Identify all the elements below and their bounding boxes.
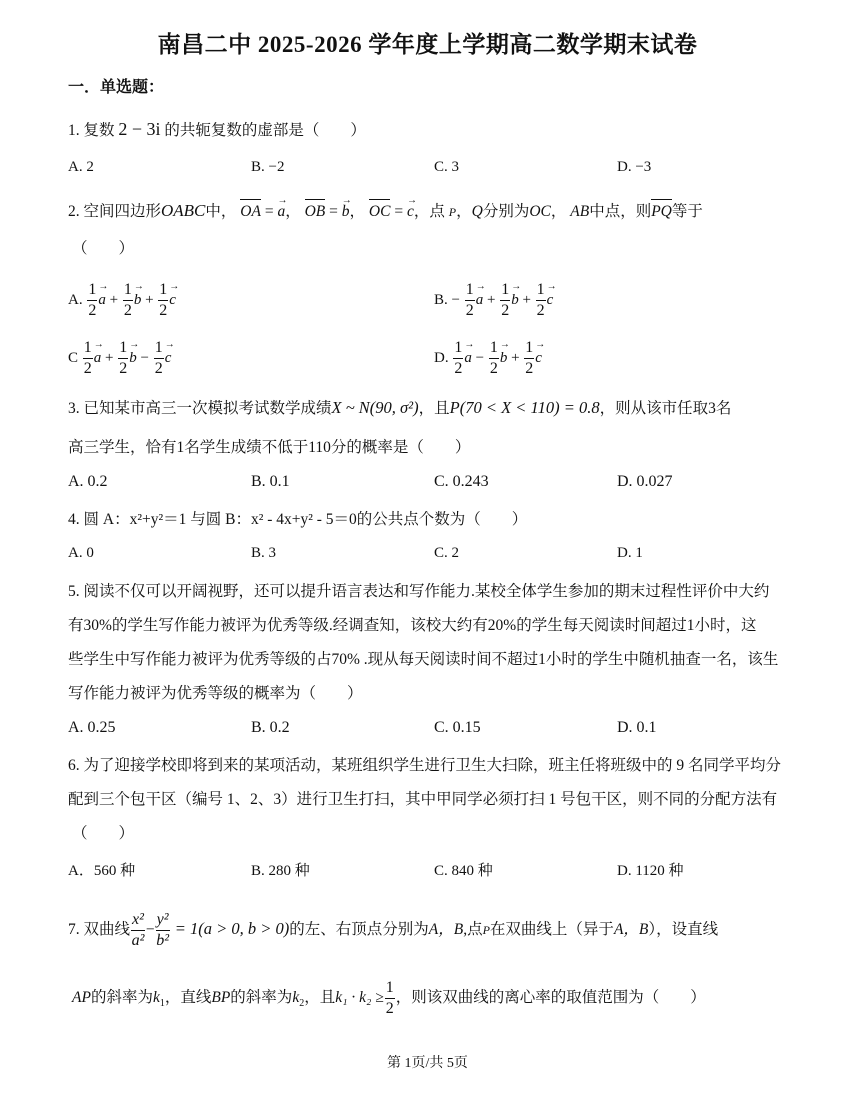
frac-num: 1 (453, 340, 463, 359)
q2-equals: 等于 (671, 203, 703, 220)
q2-answer-paren: （ ） (72, 240, 135, 257)
frac-num: 1 (524, 340, 534, 359)
q2-points-text: ，点 (413, 203, 445, 220)
q4-option-a[interactable]: A. 0 (68, 545, 94, 561)
q5-line-4: 写作能力被评为优秀等级的概率为（ ） (68, 685, 363, 702)
q2-a-vec-b: → b (134, 292, 142, 309)
q7-text-2: ,点 (463, 921, 483, 939)
question-3 (68, 397, 731, 420)
question-7-line-1: 7. 双曲线 $\frac{\text{x²}}{\text{a²}}$ − $\frac{\text{y²}}{\text{b²}}$ = 1(a > 0, b > 0)的左、右顶点分别为A，B,点P在双曲线上（异于A，B），设直线 (68, 911, 719, 949)
q2-end-text: 中点，则 (589, 203, 652, 220)
q7-l2-text-4: ，且 (304, 989, 336, 1007)
q2-option-a-label: A. (68, 291, 83, 308)
q2-b-frac3 (536, 282, 546, 319)
q4-option-b[interactable]: B. 3 (251, 545, 277, 561)
q1-prefix: 1. 复数 (68, 122, 115, 139)
q2-ob-left: OB (305, 199, 326, 223)
q6-line-2: 配到三个包干区（编号 1、2、3）进行卫生打扫，其中甲同学必须打扫 1 号包干区，则不同的分配方法有 (68, 791, 778, 808)
q3-line1-post: ，则从该市任取3名 (599, 400, 732, 417)
q2-a-vec-c: → c (169, 292, 176, 309)
q4-option-d[interactable]: D. 1 (617, 545, 643, 561)
q1-suffix: 的共轭复数的虚部是（ ） (164, 122, 366, 139)
q2-b-frac2 (500, 282, 510, 319)
q2-c-frac2 (118, 340, 128, 377)
frac-num: 1 (465, 282, 475, 301)
q7-l2-text-5: ，则该双曲线的离心率的取值范围为（ ） (395, 989, 706, 1007)
q2-option-c-label: C (68, 349, 79, 366)
q2-ob-right: → b (342, 201, 350, 223)
frac-num: 1 (123, 282, 133, 301)
q3-option-a[interactable]: A. 0.2 (68, 473, 108, 490)
q2-shape: OABC (161, 201, 206, 220)
q3-option-c[interactable]: C. 0.243 (434, 473, 489, 490)
q2-oc-left: OC (369, 199, 391, 223)
q2-oa-left: OA (240, 199, 261, 223)
q2-pq: PQ (651, 199, 672, 223)
q7-ab: A，B (428, 921, 464, 939)
q4-option-c[interactable]: C. 2 (434, 545, 460, 561)
question-1 (68, 118, 366, 142)
frac-den: 2 (454, 360, 463, 377)
q2-midpoints-text: 分别为 (482, 203, 530, 220)
q2-d-vec-c: → c (535, 350, 542, 367)
q3-line2: 高三学生，恰有1名学生成绩不低于110分的概率是（ ） (68, 439, 471, 456)
q2-a-frac1 (87, 282, 97, 319)
frac-num: 1 (489, 340, 499, 359)
q2-b-frac1 (465, 282, 475, 319)
q6-line-3: （ ） (72, 825, 135, 842)
question-7-line-2 (72, 980, 706, 1017)
q7-l2-text-2: ，直线 (164, 989, 212, 1007)
q2-b-vec-a: → a (476, 292, 484, 309)
q7-y2: y² (156, 912, 170, 931)
question-4: 4. 圆 A：x²+y²＝1 与圆 B：x² ‑ 4x+y² ‑ 5＝0的公共点个数为（ ） (68, 511, 528, 528)
q2-option-c[interactable]: C $\frac{1}{2}$ → a + $\frac{1}{2}$ → b − $\frac{1}{2}$ → c (68, 340, 171, 377)
q2-option-d[interactable]: D. $\frac{1}{2}$ → a − $\frac{1}{2}$ → b + $\frac{1}{2}$ → c (434, 340, 542, 377)
exam-title: 南昌二中 2025-2026 学年度上学期高二数学期末试卷 (157, 32, 698, 57)
q7-frac-y (156, 912, 170, 949)
q2-mid: 中， (205, 203, 237, 220)
frac-den: 2 (88, 302, 97, 319)
q2-d-frac2 (489, 340, 499, 377)
q7-text-4: ），设直线 (648, 921, 719, 939)
q7-ab-2: A，B (613, 921, 649, 939)
q5-line-2: 有30%的学生写作能力被评为优秀等级.经调查知，该校大约有20%的学生每天阅读时间超过1小时，这 (68, 617, 757, 634)
q2-seg-ab: AB (570, 203, 590, 220)
q7-half (385, 980, 395, 1017)
q7-half-den: 2 (385, 1000, 394, 1017)
q7-k1: k (152, 989, 160, 1007)
frac-den: 2 (159, 302, 168, 319)
q2-c-frac1 (83, 340, 93, 377)
frac-num: 1 (83, 340, 93, 359)
q2-c-vec-c: → c (165, 350, 172, 367)
frac-num: 1 (87, 282, 97, 301)
frac-den: 2 (119, 360, 128, 377)
q7-half-num: 1 (385, 980, 395, 999)
q6-option-d[interactable]: D. 1120 种 (617, 863, 684, 879)
q2-prefix: 2. 空间四边形 (68, 203, 162, 220)
frac-den: 2 (536, 302, 545, 319)
q2-option-a[interactable]: A. $\frac{1}{2}$ → a + $\frac{1}{2}$ → b + $\frac{1}{2}$ → c (68, 282, 176, 319)
q2-point-p: P (448, 205, 457, 219)
q2-point-q: Q (471, 203, 483, 220)
frac-den: 2 (83, 360, 92, 377)
q5-line-3: 些学生中写作能力被评为优秀等级的占70% .现从每天阅读时间不超过1小时的学生中随机抽查一名，该生 (68, 651, 779, 668)
q2-option-b[interactable]: B. − $\frac{1}{2}$ → a + $\frac{1}{2}$ → b + $\frac{1}{2}$ → c (434, 282, 553, 319)
q7-bp: BP (211, 989, 231, 1007)
q2-b-vec-b: → b (511, 292, 519, 309)
q7-point-p: P (482, 923, 490, 938)
q2-seg-oc: OC (529, 203, 551, 220)
q1-expression: 2 − 3i (118, 119, 161, 139)
q6-option-a[interactable]: A．560 种 (68, 863, 136, 879)
q1-option-a[interactable]: A. 2 (68, 159, 94, 175)
q2-a-frac3 (158, 282, 168, 319)
q7-inequality: k₁ · k₂ ≥ (335, 989, 384, 1007)
q2-option-d-label: D. (434, 349, 449, 366)
frac-num: 1 (500, 282, 510, 301)
frac-den: 2 (489, 360, 498, 377)
q7-prefix: 7. 双曲线 (68, 921, 131, 939)
q2-option-b-label: B. (434, 291, 448, 308)
q7-text-1: 的左、右顶点分别为 (289, 921, 429, 939)
q2-b-vec-c: → c (547, 292, 554, 309)
q7-ap: AP (72, 989, 91, 1007)
page-footer: 第 1页/共 5页 (387, 1056, 468, 1071)
q2-a-vec-a: → a (98, 292, 106, 309)
q6-line-1: 6. 为了迎接学校即将到来的某项活动，某班组织学生进行卫生大扫除，班主任将班级中的 9 名同学平均分 (68, 757, 782, 774)
q7-l2-text-1: 的斜率为 (90, 989, 153, 1007)
q2-c-frac3 (154, 340, 164, 377)
q3-line1-mid: ，且 (418, 400, 450, 417)
q2-d-vec-b: → b (500, 350, 508, 367)
q7-k2: k (292, 989, 300, 1007)
q5-option-d[interactable]: D. 0.1 (617, 719, 657, 736)
q6-option-c[interactable]: C. 840 种 (434, 863, 493, 879)
section-heading: 一．单选题： (68, 79, 165, 96)
q3-distribution: X ~ N(90, σ²) (331, 398, 419, 417)
q5-option-a[interactable]: A. 0.25 (68, 719, 116, 736)
q2-d-frac3 (524, 340, 534, 377)
q7-k2-sub: 2 (299, 998, 305, 1010)
frac-num: 1 (118, 340, 128, 359)
q3-option-b[interactable]: B. 0.1 (251, 473, 290, 490)
q2-a-frac2 (123, 282, 133, 319)
q3-line1-pre: 3. 已知某市高三一次模拟考试数学成绩 (68, 400, 332, 417)
q2-c-vec-b: → b (129, 350, 137, 367)
frac-num: 1 (154, 340, 164, 359)
q7-condition: = 1(a > 0, b > 0) (170, 919, 290, 939)
q1-option-d[interactable]: D. −3 (617, 159, 652, 175)
question-2: 2. 空间四边形OABC中， OA = → a， OB = → b， OC = → c，点 P，Q分别为OC， AB中点，则PQ等于 (68, 199, 703, 223)
q1-option-c[interactable]: C. 3 (434, 159, 460, 175)
q2-oc-right: → c (407, 201, 414, 223)
q7-x2: x² (131, 912, 145, 931)
q2-oa-right: → a (277, 201, 285, 223)
q5-option-b[interactable]: B. 0.2 (251, 719, 290, 736)
q1-option-b[interactable]: B. −2 (251, 159, 285, 175)
frac-den: 2 (123, 302, 132, 319)
q5-option-c[interactable]: C. 0.15 (434, 719, 481, 736)
frac-den: 2 (501, 302, 510, 319)
q7-frac-x (131, 912, 145, 949)
q3-option-d[interactable]: D. 0.027 (617, 473, 673, 490)
q7-k1-sub: 1 (159, 998, 165, 1010)
q7-b2: b² (156, 932, 170, 949)
frac-num: 1 (158, 282, 168, 301)
q2-d-vec-a: → a (464, 350, 472, 367)
q7-l2-text-3: 的斜率为 (230, 989, 293, 1007)
q2-d-frac1 (453, 340, 463, 377)
q3-probability: P(70 < X < 110) = 0.8 (449, 398, 600, 417)
frac-den: 2 (154, 360, 163, 377)
q7-a2: a² (131, 932, 145, 949)
frac-num: 1 (536, 282, 546, 301)
q5-line-1: 5. 阅读不仅可以开阔视野，还可以提升语言表达和写作能力.某校全体学生参加的期末过程性评价中大约 (68, 583, 770, 600)
q2-c-vec-a: → a (94, 350, 102, 367)
q6-option-b[interactable]: B. 280 种 (251, 863, 310, 879)
q7-text-3: 在双曲线上（异于 (489, 921, 614, 939)
frac-den: 2 (525, 360, 534, 377)
frac-den: 2 (465, 302, 474, 319)
